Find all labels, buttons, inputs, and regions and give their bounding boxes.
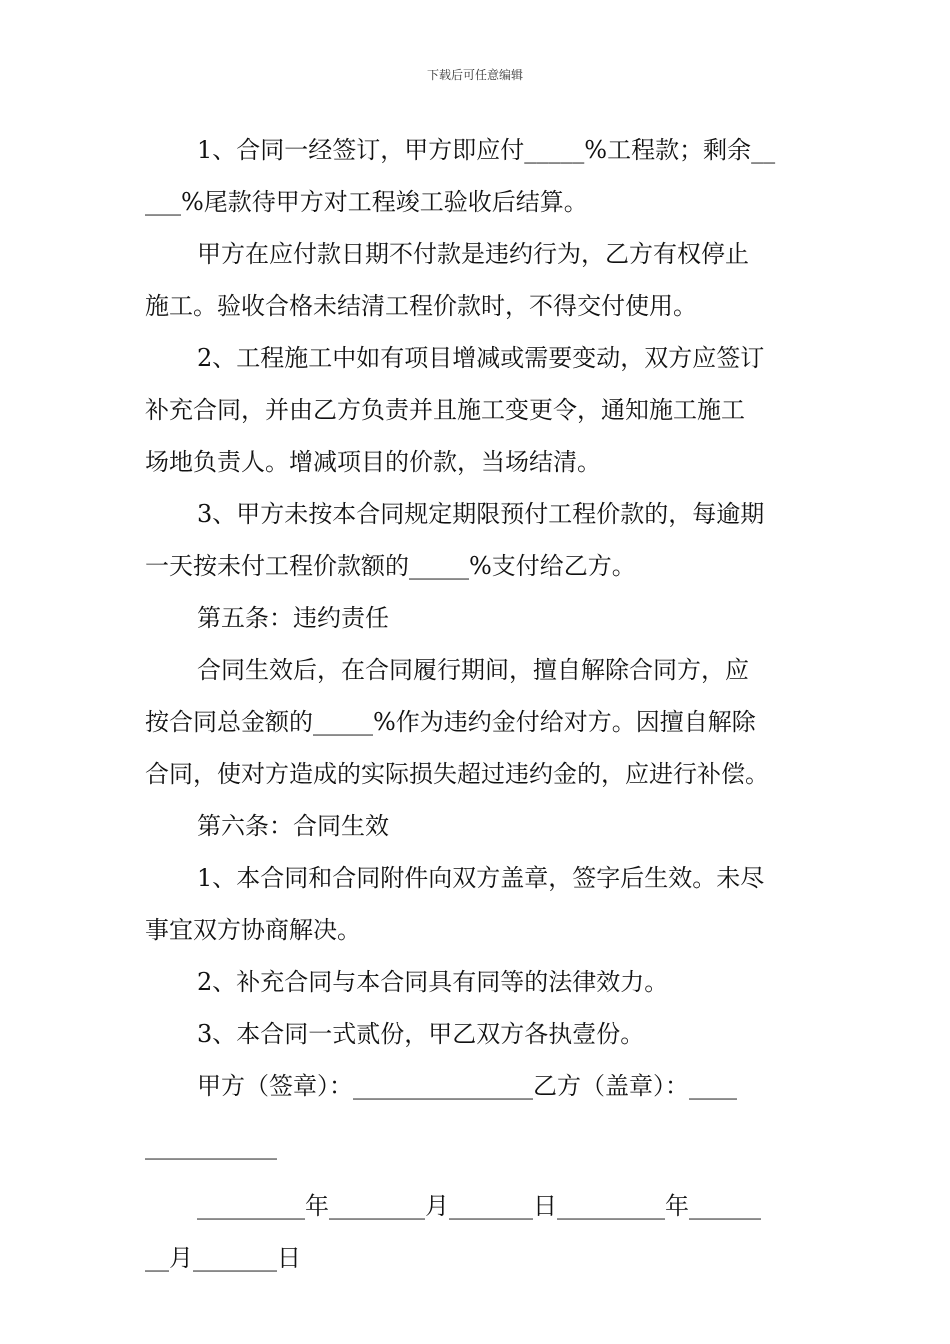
text-line: 3、甲方未按本合同规定期限预付工程价款的，每逾期 xyxy=(197,500,765,528)
text-line: 合同生效后，在合同履行期间，擅自解除合同方，应 xyxy=(197,656,749,684)
signature-line-continued: ___________ xyxy=(145,1132,277,1160)
page-header: 下载后可任意编辑 xyxy=(426,68,523,82)
text-line: 合同，使对方造成的实际损失超过违约金的，应进行补偿。 xyxy=(145,760,769,788)
text-line: 一天按未付工程价款额的_____%支付给乙方。 xyxy=(145,552,636,580)
date-line-continued: __月_______日 xyxy=(145,1244,301,1272)
text-line: 2、工程施工中如有项目增减或需要变动，双方应签订 xyxy=(197,344,765,372)
text-line: ___%尾款待甲方对工程竣工验收后结算。 xyxy=(145,188,588,216)
signature-line: 甲方（签章）：_______________乙方（盖章）：____ xyxy=(197,1072,737,1100)
text-line: 施工。验收合格未结清工程价款时，不得交付使用。 xyxy=(145,292,697,320)
section-heading: 第五条：违约责任 xyxy=(197,604,389,632)
text-line: 补充合同，并由乙方负责并且施工变更令，通知施工施工 xyxy=(145,396,745,424)
text-line: 事宜双方协商解决。 xyxy=(145,916,361,944)
text-line: 1、合同一经签订，甲方即应付_____%工程款；剩余__ xyxy=(197,136,776,164)
contract-body xyxy=(145,124,810,1284)
text-line: 2、补充合同与本合同具有同等的法律效力。 xyxy=(197,968,669,996)
text-line: 1、本合同和合同附件向双方盖章，签字后生效。未尽 xyxy=(197,864,765,892)
text-line: 场地负责人。增减项目的价款，当场结清。 xyxy=(145,448,601,476)
text-line: 3、本合同一式贰份，甲乙双方各执壹份。 xyxy=(197,1020,645,1048)
section-heading: 第六条：合同生效 xyxy=(197,812,389,840)
date-line: _________年________月_______日_________年______ xyxy=(197,1192,761,1220)
text-line: 按合同总金额的_____%作为违约金付给对方。因擅自解除 xyxy=(145,708,756,736)
text-line: 甲方在应付款日期不付款是违约行为，乙方有权停止 xyxy=(197,240,749,268)
